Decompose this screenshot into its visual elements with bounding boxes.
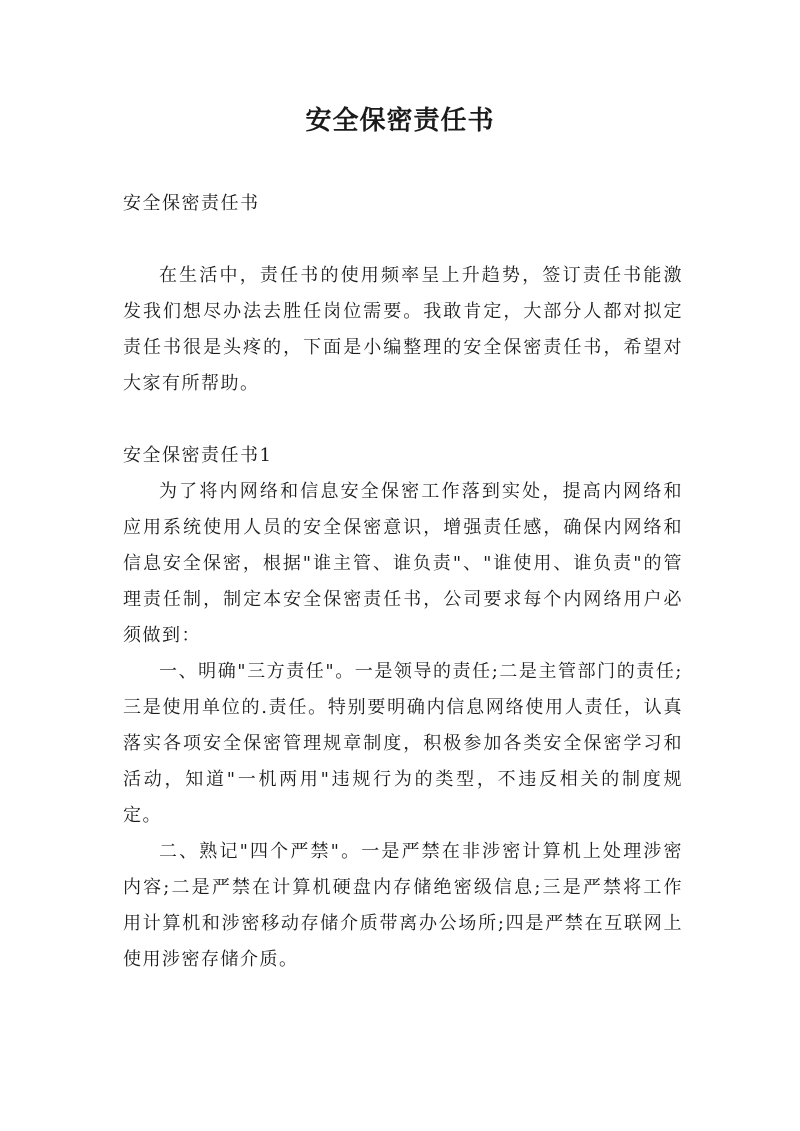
document-subtitle: 安全保密责任书 bbox=[123, 193, 260, 214]
body-paragraph: 二、熟记"四个严禁"。一是严禁在非涉密计算机上处理涉密内容;二是严禁在计算机硬盘内存储绝密级信息;三是严禁将工作用计算机和涉密移动存储介质带离办公场所;四是严禁在互联网上使用涉密存储介质。 bbox=[123, 841, 683, 970]
body-paragraph: 为了将内网络和信息安全保密工作落到实处，提高内网络和应用系统使用人员的安全保密意识，增强责任感，确保内网络和信息安全保密，根据"谁主管、谁负责"、"谁使用、谁负责"的管理责任制，制定本安全保密责任书，公司要求每个内网络用户必须做到： bbox=[123, 481, 683, 646]
intro-paragraph: 在生活中，责任书的使用频率呈上升趋势，签订责任书能激发我们想尽办法去胜任岗位需要。我敢肯定，大部分人都对拟定责任书很是头疼的，下面是小编整理的安全保密责任书，希望对大家有所帮助。 bbox=[123, 265, 683, 394]
body-paragraph: 一、明确"三方责任"。一是领导的责任;二是主管部门的责任;三是使用单位的.责任。特别要明确内信息网络使用人责任，认真落实各项安全保密管理规章制度，积极参加各类安全保密学习和活动，知道"一机两用"违规行为的类型，不违反相关的制度规定。 bbox=[123, 661, 683, 826]
section-heading: 安全保密责任书1 bbox=[123, 445, 273, 466]
document-title: 安全保密责任书 bbox=[305, 106, 495, 136]
document-body bbox=[123, 186, 683, 978]
